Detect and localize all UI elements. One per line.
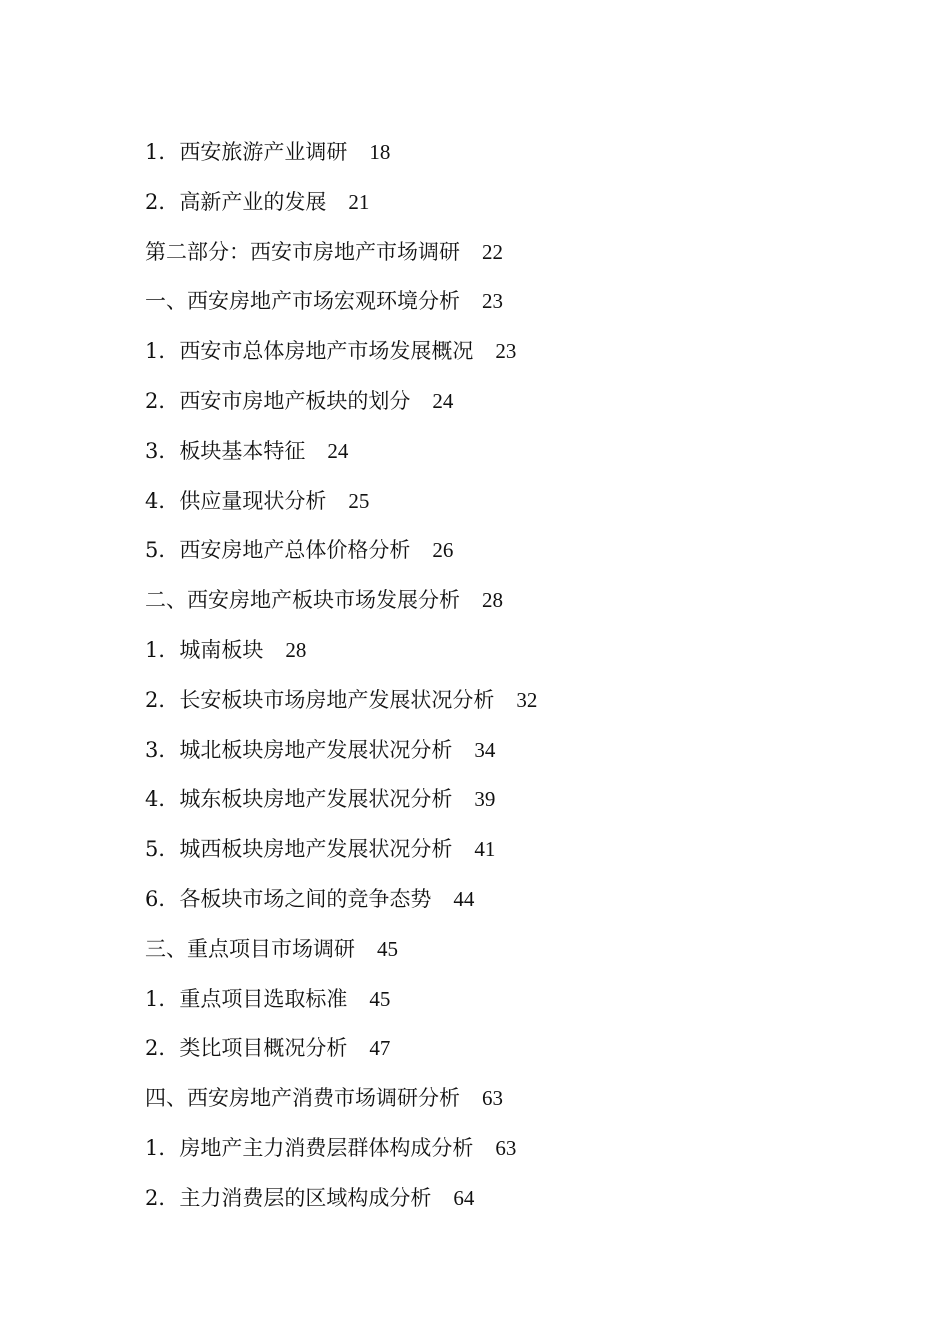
toc-entry[interactable] xyxy=(145,1124,905,1174)
toc-entry-page: 28 xyxy=(285,637,307,662)
toc-entry-title: 二、西安房地产板块市场发展分析 xyxy=(145,588,460,613)
toc-entry[interactable] xyxy=(145,1074,905,1124)
toc-entry-page: 45 xyxy=(377,936,398,961)
toc-entry-title: 四、西安房地产消费市场调研分析 xyxy=(145,1086,460,1111)
toc-entry-page: 34 xyxy=(474,737,496,762)
toc-entry-title: 6．各板块市场之间的竞争态势 xyxy=(145,886,432,911)
toc-entry-page: 28 xyxy=(482,588,503,613)
toc-entry-title: 1．城南板块 xyxy=(145,637,264,662)
toc-entry-title: 1．房地产主力消费层群体构成分析 xyxy=(145,1135,474,1160)
toc-entry-page: 24 xyxy=(432,388,454,413)
toc-entry-page: 63 xyxy=(495,1135,517,1160)
toc-entry-page: 44 xyxy=(453,886,475,911)
toc-entry[interactable] xyxy=(145,327,905,377)
toc-entry[interactable] xyxy=(145,277,905,327)
toc-entry-title: 1．西安旅游产业调研 xyxy=(145,140,348,164)
toc-entry[interactable] xyxy=(145,875,905,925)
toc-entry-page: 21 xyxy=(348,189,370,214)
toc-entry-page: 25 xyxy=(348,488,370,513)
toc-entry[interactable] xyxy=(145,1174,905,1224)
toc-entry-page: 45 xyxy=(369,986,391,1011)
toc-entry[interactable] xyxy=(145,975,905,1025)
toc-entry[interactable] xyxy=(145,775,905,825)
toc-entry-title: 2．主力消费层的区域构成分析 xyxy=(145,1185,432,1210)
toc-entry-page: 23 xyxy=(495,339,517,364)
toc-entry[interactable] xyxy=(145,825,905,875)
toc-entry[interactable] xyxy=(145,1024,905,1074)
toc-entry[interactable] xyxy=(145,477,905,527)
toc-entry[interactable] xyxy=(145,377,905,427)
toc-entry-title: 3．板块基本特征 xyxy=(145,438,306,463)
toc-entry-title: 2．长安板块市场房地产发展状况分析 xyxy=(145,687,495,712)
toc-entry-title: 1．重点项目选取标准 xyxy=(145,986,348,1011)
toc-entry-page: 47 xyxy=(369,1036,391,1061)
toc-entry-title: 第二部分：西安市房地产市场调研 xyxy=(145,239,460,264)
toc-entry-title: 三、重点项目市场调研 xyxy=(145,936,355,961)
toc-entry-title: 2．类比项目概况分析 xyxy=(145,1036,348,1061)
toc-entry-page: 39 xyxy=(474,787,496,812)
toc-entry-title: 2．高新产业的发展 xyxy=(145,189,327,214)
toc-entry-page: 24 xyxy=(327,438,349,463)
toc-entry[interactable] xyxy=(145,178,905,228)
toc-entry-title: 4．供应量现状分析 xyxy=(145,488,327,513)
toc-entry[interactable] xyxy=(145,925,905,975)
toc-entry[interactable] xyxy=(145,726,905,776)
toc-entry-title: 3．城北板块房地产发展状况分析 xyxy=(145,737,453,762)
toc-entry-title: 5．西安房地产总体价格分析 xyxy=(145,538,411,563)
toc-entry-page: 63 xyxy=(482,1086,503,1111)
toc-entry-page: 41 xyxy=(474,837,496,862)
toc-entry-title: 2．西安市房地产板块的划分 xyxy=(145,388,411,413)
table-of-contents xyxy=(145,128,905,1224)
toc-entry-title: 一、西安房地产市场宏观环境分析 xyxy=(145,289,460,314)
toc-entry-page: 18 xyxy=(369,140,391,164)
toc-entry[interactable] xyxy=(145,576,905,626)
toc-entry-page: 64 xyxy=(453,1185,475,1210)
toc-entry-title: 5．城西板块房地产发展状况分析 xyxy=(145,837,453,862)
toc-entry-page: 23 xyxy=(482,289,503,314)
toc-entry-page: 32 xyxy=(516,687,538,712)
toc-entry-title: 4．城东板块房地产发展状况分析 xyxy=(145,787,453,812)
toc-entry-title: 1．西安市总体房地产市场发展概况 xyxy=(145,339,474,364)
toc-entry-page: 22 xyxy=(482,239,503,264)
toc-entry-page: 26 xyxy=(432,538,454,563)
toc-entry[interactable] xyxy=(145,128,905,178)
toc-entry[interactable] xyxy=(145,228,905,278)
toc-entry[interactable] xyxy=(145,427,905,477)
toc-entry[interactable] xyxy=(145,626,905,676)
toc-entry[interactable] xyxy=(145,526,905,576)
toc-entry[interactable] xyxy=(145,676,905,726)
